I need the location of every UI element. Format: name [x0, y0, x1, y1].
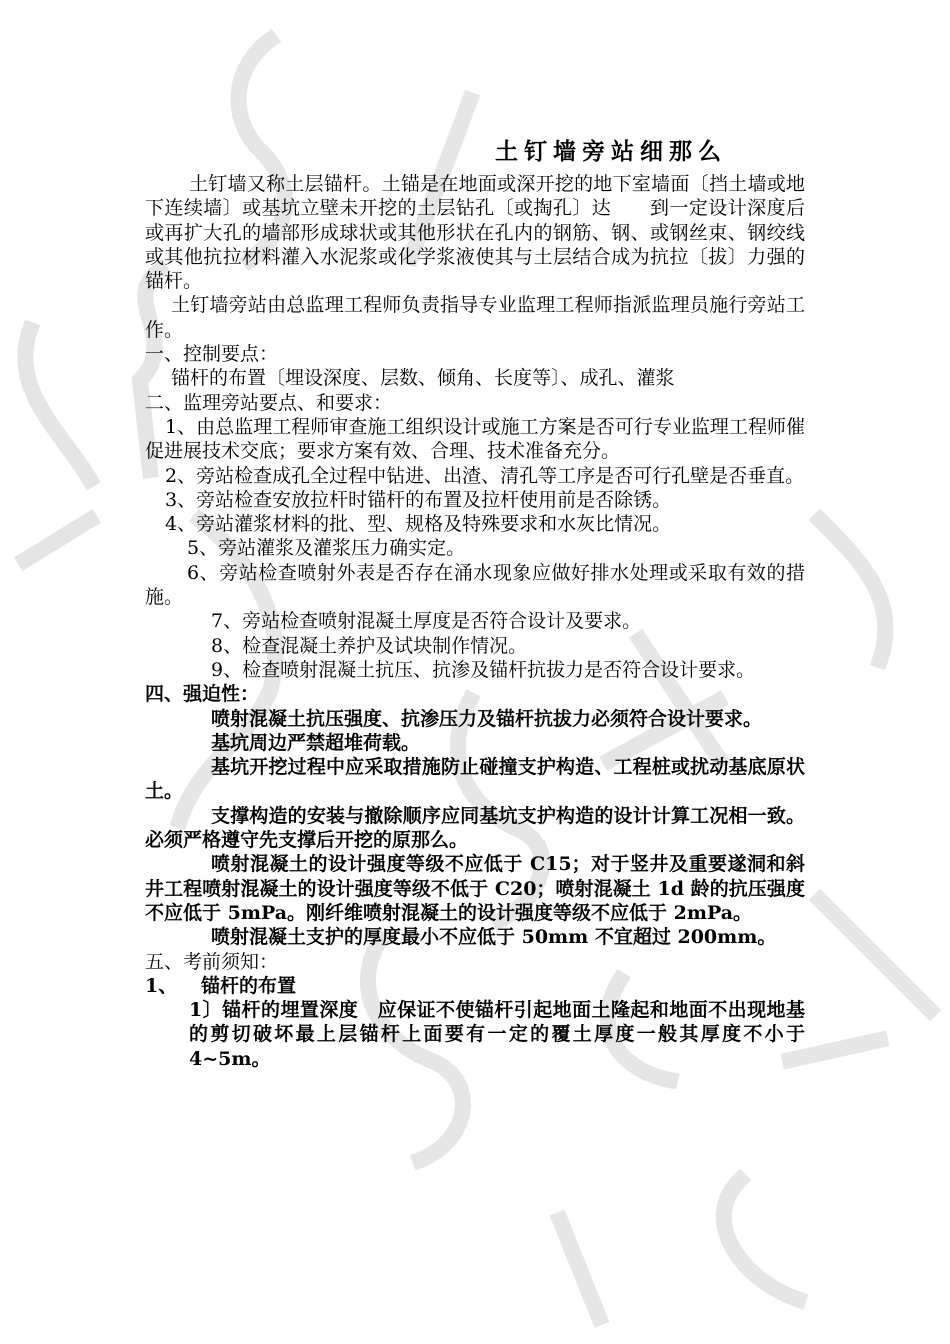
list-item-2: 2、旁站检查成孔全过程中钻进、出渣、清孔等工序是否可行孔壁是否垂直。: [165, 464, 805, 487]
note-item-1-title: 锚杆的布置: [201, 974, 297, 997]
document-title: 土钉墙旁站细那么: [495, 138, 727, 165]
section-heading-2: 二、监理旁站要点、和要求：: [145, 391, 393, 414]
section-heading-1: 一、控制要点：: [145, 343, 279, 366]
list-item-6: 6、旁站检查喷射外表是否存在涌水现象应做好排水处理或采取有效的措施。: [145, 561, 805, 609]
section-heading-4: 四、强迫性：: [145, 683, 260, 706]
list-item-3: 3、旁站检查安放拉杆时锚杆的布置及拉杆使用前是否除锈。: [165, 488, 672, 511]
list-item-4: 4、旁站灌浆材料的批、型、规格及特殊要求和水灰比情况。: [165, 513, 672, 536]
document-body: [145, 172, 805, 1071]
intro-paragraph: 土钉墙又称土层锚杆。土锚是在地面或深开挖的地下室墙面〔挡土墙或地下连续墙〕或基坑立壁未开挖的土层钻孔〔或掏孔〕达 到一定设计深度后或再扩大孔的墙部形成球状或其他形状在孔内的钢筋、钢、或钢丝束、钢绞线或其他抗拉材料灌入水泥浆或化学浆液使其与土层结合成为抗拉〔拔〕力强的锚杆。: [145, 173, 805, 293]
list-item-5: 5、旁站灌浆及灌浆压力确实定。: [187, 537, 466, 560]
note-item-1-sub: 1〕锚杆的埋置深度 应保证不使锚杆引起地面土隆起和地面不出现地基的剪切破坏最上层锚杆上面要有一定的覆土厚度一般其厚度不小于 4~5m。: [189, 999, 805, 1070]
note-item-1-number: 1、: [145, 974, 178, 997]
mandatory-item-2: 基坑周边严禁超堆荷载。: [211, 731, 421, 754]
list-item-8: 8、检查混凝土养护及试块制作情况。: [211, 634, 528, 657]
section-heading-5: 五、考前须知：: [145, 950, 279, 973]
list-item-7: 7、旁站检查喷射混凝土厚度是否符合设计及要求。: [211, 610, 642, 633]
supervision-paragraph: 土钉墙旁站由总监理工程师负责指导专业监理工程师指派监理员施行旁站工作。: [145, 294, 805, 341]
mandatory-item-4: 支撑构造的安装与撤除顺序应同基坑支护构造的设计计算工况相一致。必须严格遵守先支撑后开挖的原那么。: [145, 804, 805, 852]
control-points-text: 锚杆的布置〔埋设深度、层数、倾角、长度等〕、成孔、灌浆: [171, 367, 675, 390]
mandatory-item-5: 喷射混凝土的设计强度等级不应低于 C15；对于竖井及重要遂洞和斜井工程喷射混凝土的设计强度等级不低于 C20；喷射混凝土 1d 龄的抗压强度不应低于 5mPa。刚纤维喷射混凝土的设计强度等级不应低于 2mPa。: [145, 853, 805, 924]
mandatory-item-6: 喷射混凝土支护的厚度最小不应低于 50mm 不宜超过 200mm。: [211, 926, 777, 949]
note-item-1: [145, 974, 805, 998]
list-item-9: 9、检查喷射混凝土抗压、抗渗及锚杆抗拔力是否符合设计要求。: [211, 658, 756, 681]
mandatory-item-1: 喷射混凝土抗压强度、抗渗压力及锚杆抗拔力必须符合设计要求。: [211, 707, 763, 730]
mandatory-item-3: 基坑开挖过程中应采取措施防止碰撞支护构造、工程桩或扰动基底原状土。: [145, 756, 805, 803]
list-item-1: 1、由总监理工程师审查施工组织设计或施工方案是否可行专业监理工程师催促进展技术交底；要求方案有效、合理、技术准备充分。: [145, 415, 805, 463]
